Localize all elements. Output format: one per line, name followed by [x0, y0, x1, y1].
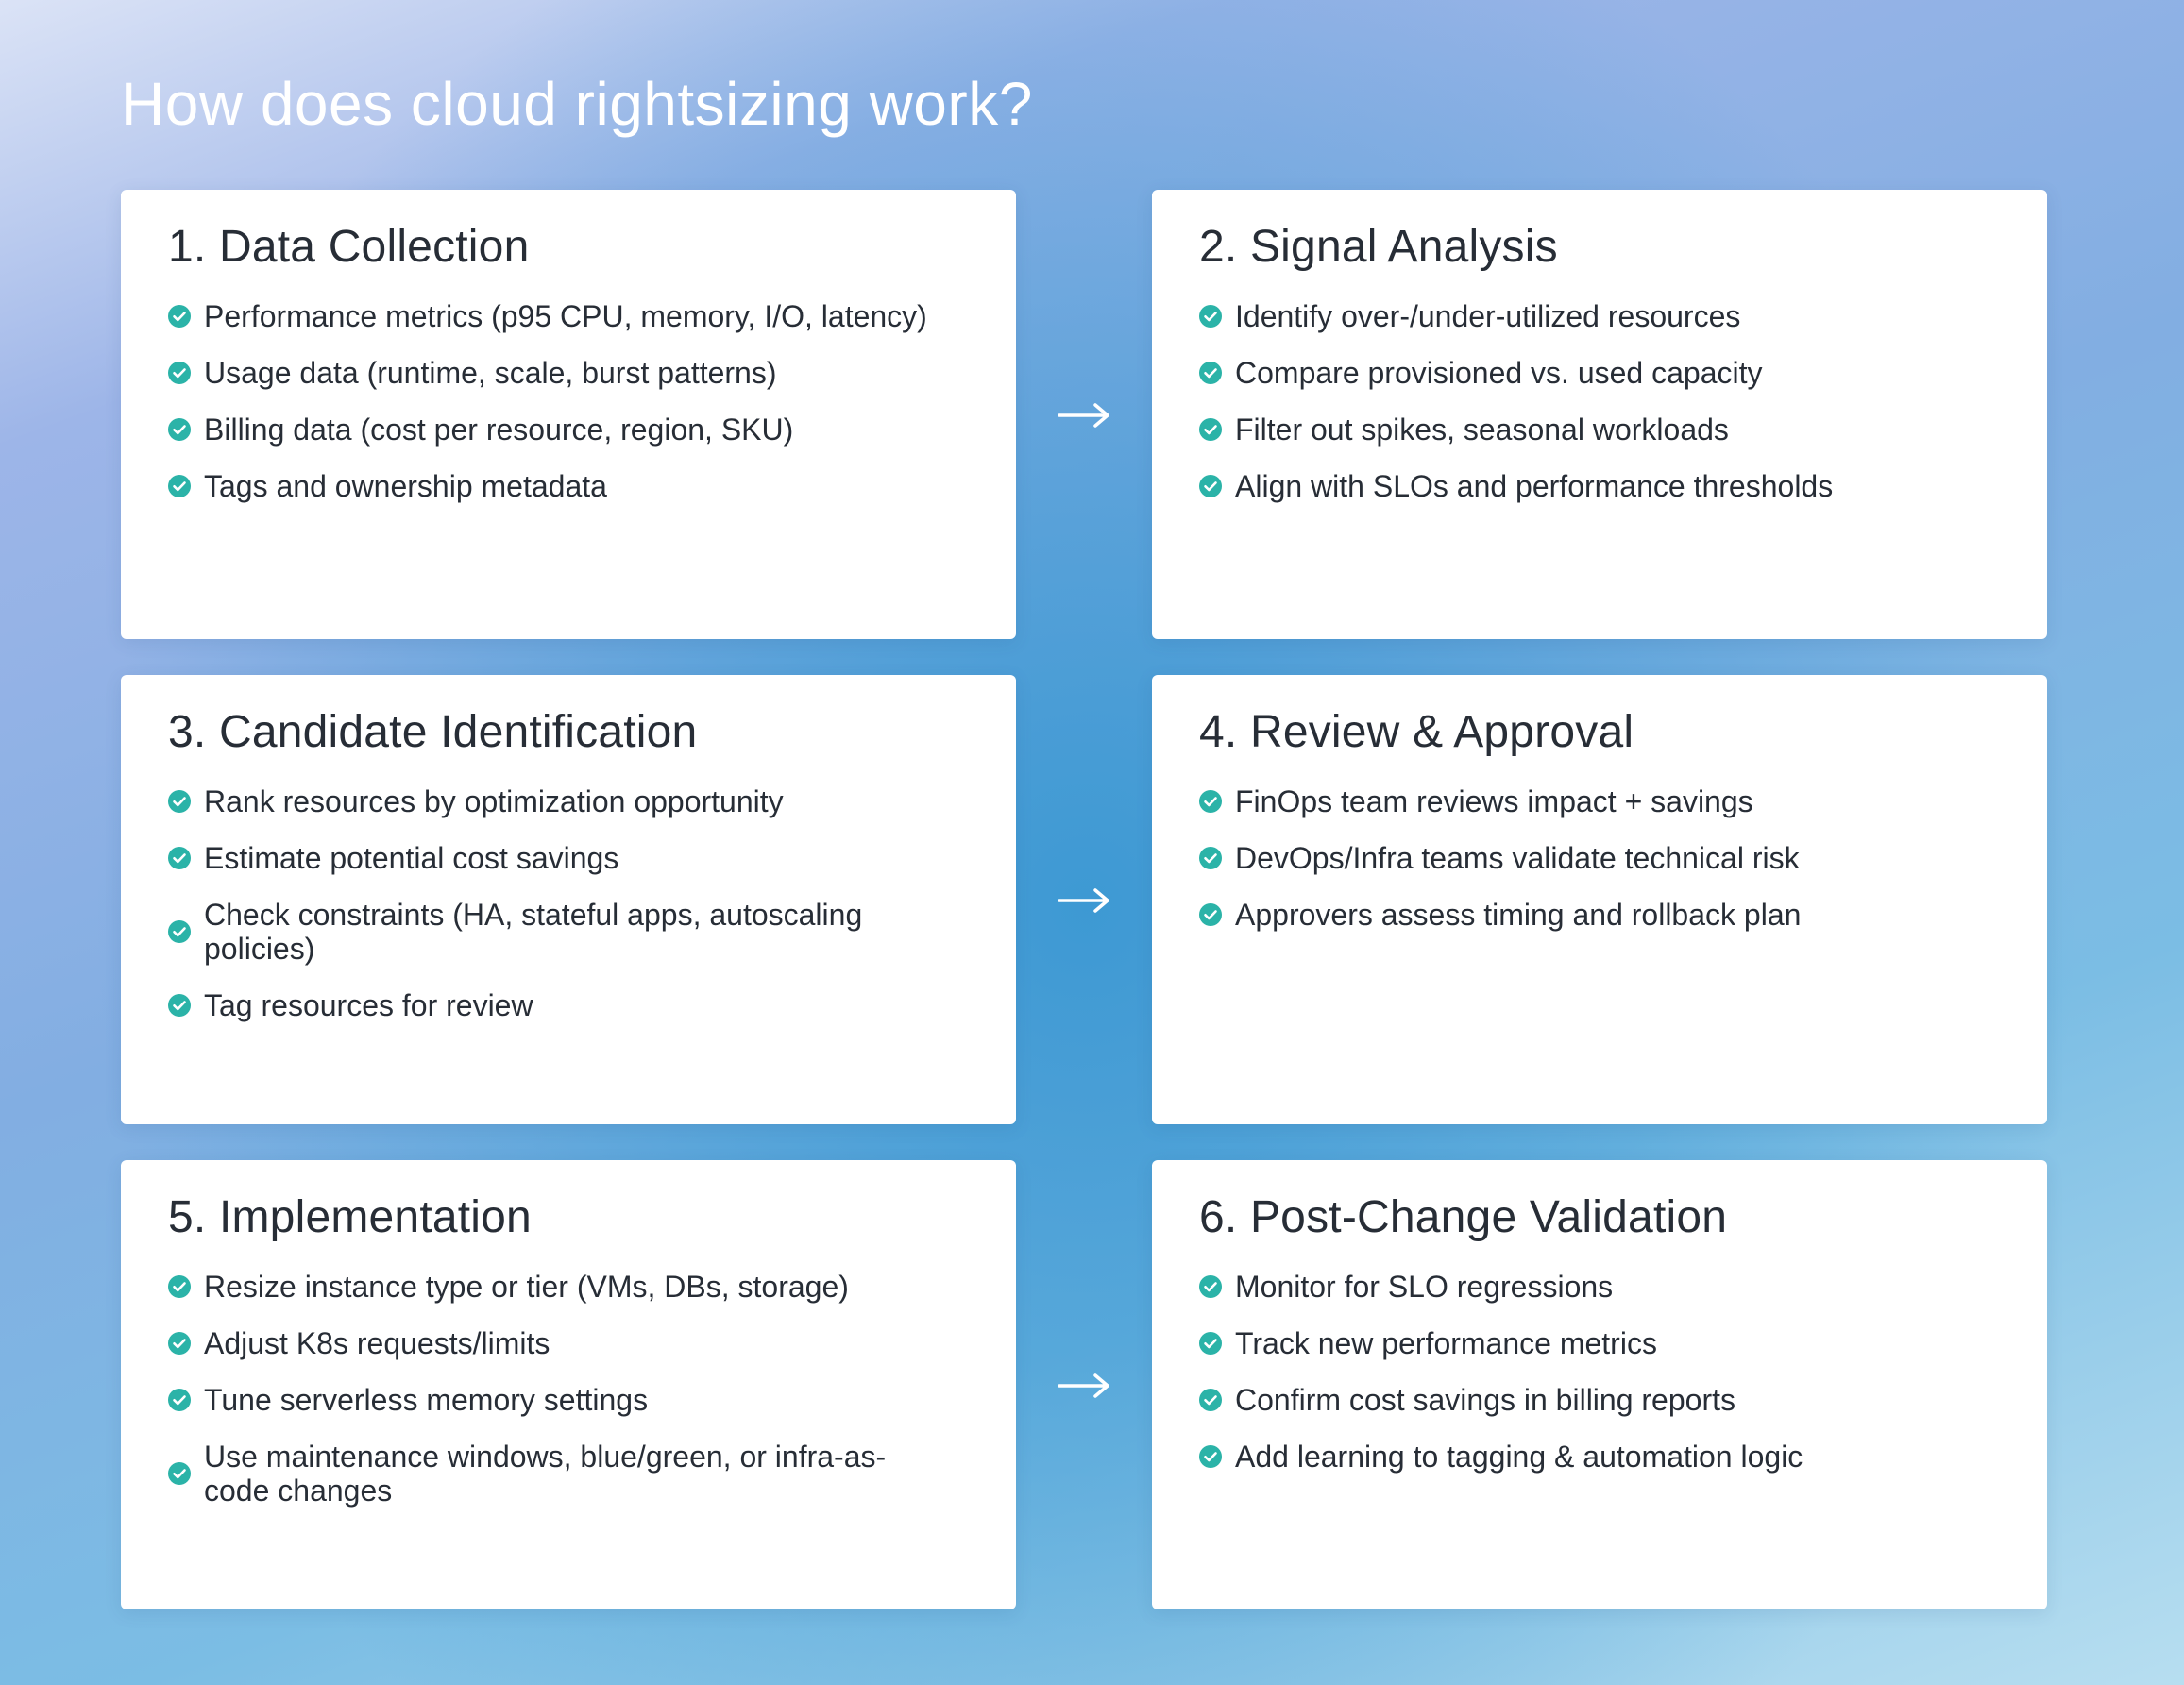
check-circle-icon [168, 920, 191, 943]
check-circle-icon [1199, 790, 1222, 813]
step-bullet-list [1199, 784, 2009, 932]
bullet-text: Tags and ownership metadata [204, 468, 607, 503]
list-item [168, 469, 978, 503]
list-item [168, 299, 978, 333]
bullet-text: DevOps/Infra teams validate technical risk [1235, 840, 1800, 875]
list-item [168, 413, 978, 447]
bullet-text: Performance metrics (p95 CPU, memory, I/O, latency) [204, 298, 927, 333]
check-circle-icon [1199, 362, 1222, 384]
list-item [1199, 898, 2009, 932]
list-item [1199, 1383, 2009, 1417]
bullet-text: Align with SLOs and performance thresholds [1235, 468, 1834, 503]
check-circle-icon [168, 418, 191, 441]
check-circle-icon [1199, 418, 1222, 441]
bullet-text: Monitor for SLO regressions [1235, 1269, 1614, 1304]
check-circle-icon [168, 1332, 191, 1355]
check-circle-icon [168, 1275, 191, 1298]
list-item [168, 1383, 978, 1417]
list-item [168, 1326, 978, 1360]
step-card-implementation [121, 1160, 1016, 1609]
list-item [168, 1270, 978, 1304]
arrow-right-icon [1058, 887, 1110, 914]
bullet-text: Billing data (cost per resource, region, SKU) [204, 412, 794, 447]
step-card-post-change-validation [1152, 1160, 2047, 1609]
step-card-review-approval [1152, 675, 2047, 1124]
bullet-text: Estimate potential cost savings [204, 840, 619, 875]
list-item [1199, 784, 2009, 818]
bullet-text: Add learning to tagging & automation logic [1235, 1439, 1803, 1474]
check-circle-icon [168, 1462, 191, 1485]
list-item [1199, 1440, 2009, 1474]
list-item [168, 784, 978, 818]
step-bullet-list [168, 784, 978, 1022]
step-title: 6. Post-Change Validation [1199, 1192, 1728, 1242]
bullet-text: Resize instance type or tier (VMs, DBs, storage) [204, 1269, 849, 1304]
step-title: 4. Review & Approval [1199, 707, 1634, 757]
arrow-right-icon [1058, 402, 1110, 429]
bullet-text: Track new performance metrics [1235, 1325, 1657, 1360]
bullet-text: Identify over-/under-utilized resources [1235, 298, 1741, 333]
step-title: 1. Data Collection [168, 222, 530, 272]
step-bullet-list [1199, 1270, 2009, 1474]
bullet-text: Tag resources for review [204, 987, 533, 1022]
bullet-text: Tune serverless memory settings [204, 1382, 649, 1417]
bullet-text: Confirm cost savings in billing reports [1235, 1382, 1735, 1417]
bullet-text: Rank resources by optimization opportunity [204, 784, 784, 818]
bullet-text: Filter out spikes, seasonal workloads [1235, 412, 1729, 447]
bullet-text: Approvers assess timing and rollback plan [1235, 897, 1802, 932]
check-circle-icon [168, 305, 191, 328]
list-item [168, 841, 978, 875]
bullet-text: Usage data (runtime, scale, burst patterns) [204, 355, 777, 390]
bullet-text: FinOps team reviews impact + savings [1235, 784, 1753, 818]
list-item [1199, 469, 2009, 503]
check-circle-icon [168, 994, 191, 1017]
check-circle-icon [1199, 903, 1222, 926]
check-circle-icon [1199, 1389, 1222, 1411]
check-circle-icon [168, 1389, 191, 1411]
list-item [1199, 1270, 2009, 1304]
list-item [168, 1440, 978, 1508]
check-circle-icon [1199, 1275, 1222, 1298]
list-item [1199, 299, 2009, 333]
list-item [1199, 356, 2009, 390]
list-item [1199, 1326, 2009, 1360]
list-item [1199, 841, 2009, 875]
check-circle-icon [168, 790, 191, 813]
check-circle-icon [1199, 475, 1222, 497]
step-bullet-list [168, 1270, 978, 1508]
step-bullet-list [168, 299, 978, 503]
page-title: How does cloud rightsizing work? [121, 70, 1033, 138]
step-card-signal-analysis [1152, 190, 2047, 639]
step-title: 2. Signal Analysis [1199, 222, 1558, 272]
check-circle-icon [168, 847, 191, 869]
check-circle-icon [168, 475, 191, 497]
step-card-data-collection [121, 190, 1016, 639]
step-card-candidate-identification [121, 675, 1016, 1124]
bullet-text: Adjust K8s requests/limits [204, 1325, 550, 1360]
check-circle-icon [168, 362, 191, 384]
bullet-text: Use maintenance windows, blue/green, or infra-as-code changes [204, 1439, 887, 1508]
check-circle-icon [1199, 847, 1222, 869]
list-item [168, 356, 978, 390]
list-item [1199, 413, 2009, 447]
check-circle-icon [1199, 305, 1222, 328]
step-bullet-list [1199, 299, 2009, 503]
step-title: 3. Candidate Identification [168, 707, 698, 757]
step-title: 5. Implementation [168, 1192, 532, 1242]
arrow-right-icon [1058, 1373, 1110, 1399]
list-item [168, 988, 978, 1022]
list-item [168, 898, 978, 966]
bullet-text: Compare provisioned vs. used capacity [1235, 355, 1763, 390]
bullet-text: Check constraints (HA, stateful apps, autoscaling policies) [204, 897, 863, 966]
check-circle-icon [1199, 1332, 1222, 1355]
check-circle-icon [1199, 1445, 1222, 1468]
